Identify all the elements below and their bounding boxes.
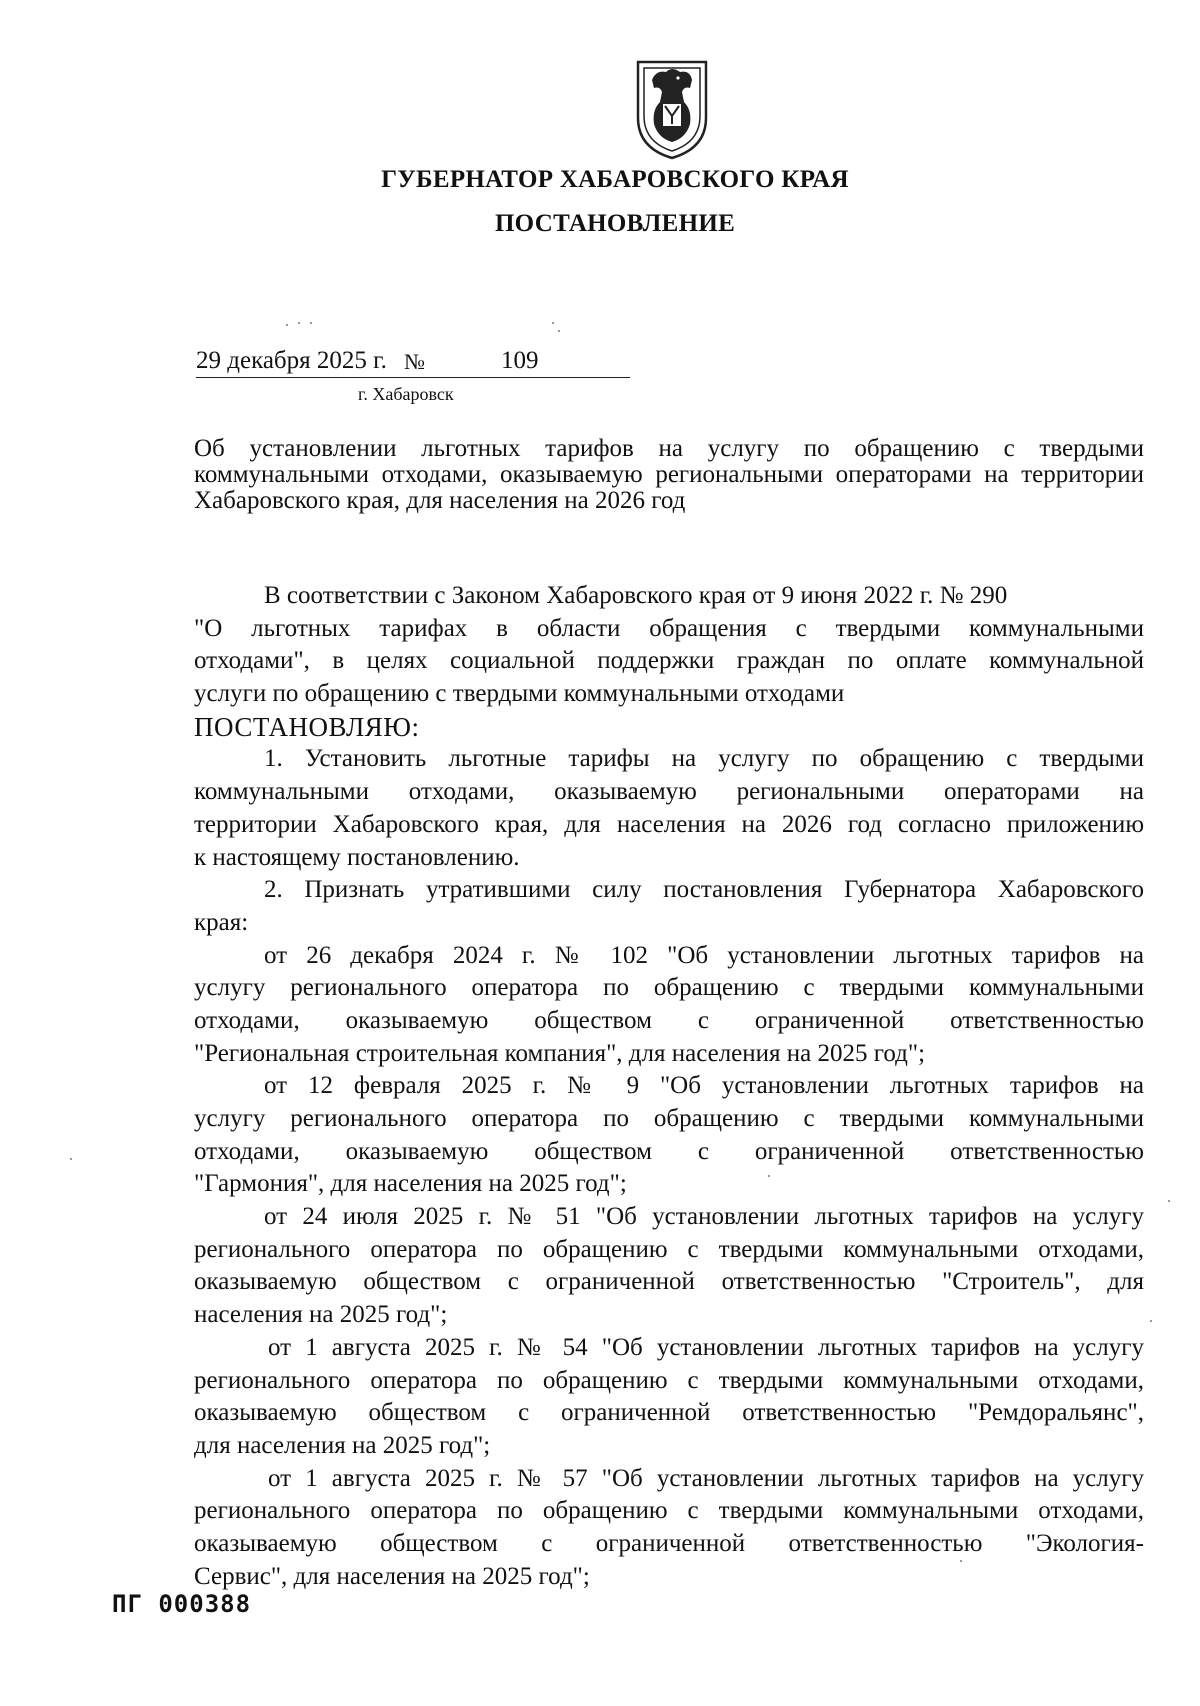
body-line: коммунальными отходами, оказываемую региональными операторами на bbox=[194, 778, 1144, 806]
body-line: регионального оператора по обращению с твердыми коммунальными отходами, bbox=[194, 1235, 1144, 1263]
document-date: 29 декабря 2025 г. bbox=[196, 347, 387, 374]
body-line: оказываемую обществом с ограниченной ответственностью "Строитель", для bbox=[194, 1268, 1144, 1296]
decree-word: ПОСТАНОВЛЯЮ: bbox=[194, 711, 420, 742]
document-body bbox=[194, 580, 1144, 1593]
body-line: оказываемую обществом с ограниченной ответственностью "Ремдоральянс", bbox=[194, 1399, 1144, 1427]
body-line: к настоящему постановлению. bbox=[194, 843, 520, 871]
body-line: отходами, оказываемую обществом с ограниченной ответственностью bbox=[194, 1006, 1144, 1034]
body-line: отходами, оказываемую обществом с ограниченной ответственностью bbox=[194, 1137, 1144, 1165]
body-line: услуги по обращению с твердыми коммунальными отходами bbox=[194, 680, 845, 708]
body-line: от 1 августа 2025 г. № 57 "Об установлении льготных тарифов на услугу bbox=[268, 1464, 1144, 1492]
scan-speck bbox=[310, 322, 312, 324]
body-line: регионального оператора по обращению с твердыми коммунальными отходами, bbox=[194, 1366, 1144, 1394]
body-line: Сервис", для населения на 2025 год"; bbox=[194, 1562, 590, 1590]
body-line: от 24 июля 2025 г. № 51 "Об установлении льготных тарифов на услугу bbox=[264, 1203, 1144, 1231]
body-line: 1. Установить льготные тарифы на услугу по обращению с твердыми bbox=[264, 745, 1144, 773]
body-line: от 26 декабря 2024 г. № 102 "Об установлении льготных тарифов на bbox=[264, 941, 1144, 969]
number-sign: № bbox=[404, 349, 425, 374]
scan-speck bbox=[1168, 1200, 1170, 1202]
body-line: 2. Признать утратившими силу постановления Губернатора Хабаровского bbox=[264, 876, 1144, 904]
body-line: В соответствии с Законом Хабаровского края от 9 июня 2022 г. № 290 bbox=[264, 582, 1008, 609]
authority-title: ГУБЕРНАТОР ХАБАРОВСКОГО КРАЯ bbox=[381, 166, 849, 193]
scan-speck bbox=[286, 324, 288, 326]
body-line: населения на 2025 год"; bbox=[194, 1301, 448, 1329]
coat-of-arms-icon bbox=[632, 58, 712, 162]
body-line: оказываемую обществом с ограниченной ответственностью "Экология- bbox=[194, 1529, 1144, 1557]
document-number: 109 bbox=[501, 347, 539, 374]
body-line: от 12 февраля 2025 г. № 9 "Об установлении льготных тарифов на bbox=[264, 1072, 1144, 1100]
body-line: территории Хабаровского края, для населения на 2026 год согласно приложению bbox=[194, 810, 1144, 838]
document-type-title: ПОСТАНОВЛЕНИЕ bbox=[494, 210, 736, 237]
body-line: края: bbox=[194, 908, 249, 936]
body-line: услугу регионального оператора по обращению с твердыми коммунальными bbox=[194, 974, 1144, 1002]
body-line: услугу регионального оператора по обращению с твердыми коммунальными bbox=[194, 1105, 1144, 1132]
body-line: "О льготных тарифах в области обращения с твердыми коммунальными bbox=[194, 614, 1144, 642]
body-line: для населения на 2025 год"; bbox=[194, 1431, 491, 1459]
scan-speck bbox=[1150, 1320, 1152, 1322]
scan-speck bbox=[70, 1158, 72, 1160]
date-number-line bbox=[196, 347, 630, 378]
document-city: г. Хабаровск bbox=[358, 384, 454, 404]
scan-speck bbox=[552, 322, 554, 324]
scan-speck bbox=[298, 322, 300, 324]
body-line: от 1 августа 2025 г. № 54 "Об установлении льготных тарифов на услугу bbox=[268, 1333, 1144, 1361]
body-line: "Региональная строительная компания", для населения на 2025 год"; bbox=[194, 1039, 926, 1067]
body-line: регионального оператора по обращению с твердыми коммунальными отходами, bbox=[194, 1497, 1144, 1525]
body-line: "Гармония", для населения на 2025 год"; bbox=[194, 1170, 627, 1198]
document-subject: Об установлении льготных тарифов на услугу по обращению с твердыми коммунальными отходами, оказываемую региональными операторами на территории Хабаровского края, для населения на 2026 год bbox=[194, 435, 1144, 514]
form-serial-number: ПГ 000388 bbox=[112, 1590, 252, 1618]
scan-speck bbox=[558, 330, 560, 332]
body-line: отходами", в целях социальной поддержки граждан по оплате коммунальной bbox=[194, 647, 1144, 675]
